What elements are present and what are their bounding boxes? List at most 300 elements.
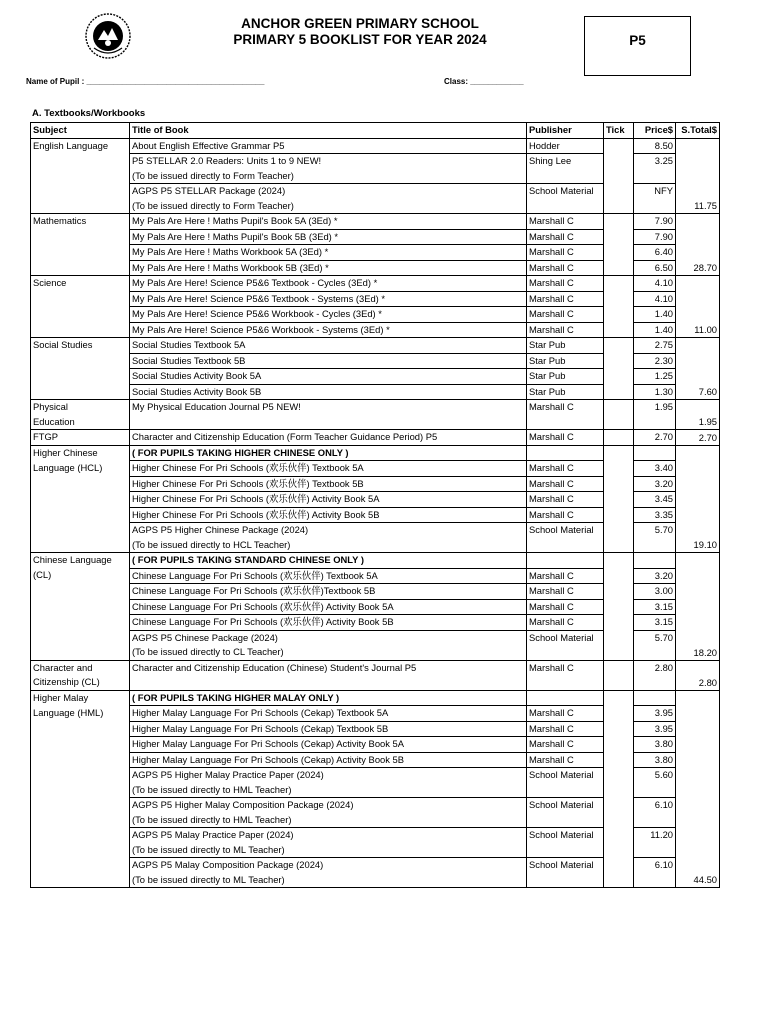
price-cell <box>634 445 676 461</box>
subject-cell <box>31 353 130 369</box>
tick-box[interactable] <box>604 384 634 400</box>
book-title-cell: (To be issued directly to HML Teacher) <box>130 783 527 798</box>
book-title-cell: Higher Chinese For Pri Schools (欢乐伙伴) Activity Book 5B <box>130 507 527 523</box>
book-title-cell: My Pals Are Here ! Maths Workbook 5A (3Ed) * <box>130 245 527 261</box>
book-title-cell: Social Studies Activity Book 5B <box>130 384 527 400</box>
subject-cell: Education <box>31 415 130 430</box>
book-title-cell: AGPS P5 STELLAR Package (2024) <box>130 184 527 199</box>
tick-box[interactable] <box>604 538 634 553</box>
price-cell: 6.40 <box>634 245 676 261</box>
publisher-cell: Marshall C <box>527 291 604 307</box>
book-row <box>31 630 720 645</box>
book-row <box>31 615 720 631</box>
book-title-cell: Chinese Language For Pri Schools (欢乐伙伴)Textbook 5B <box>130 584 527 600</box>
subtotal-cell <box>676 184 720 199</box>
book-title-cell: Chinese Language For Pri Schools (欢乐伙伴) Textbook 5A <box>130 568 527 584</box>
price-cell <box>634 538 676 553</box>
publisher-cell <box>527 813 604 828</box>
book-title-cell: Chinese Language For Pri Schools (欢乐伙伴) Activity Book 5A <box>130 599 527 615</box>
tick-box[interactable] <box>604 291 634 307</box>
booklist-title: PRIMARY 5 BOOKLIST FOR YEAR 2024 <box>233 32 487 47</box>
book-title-cell: (To be issued directly to Form Teacher) <box>130 199 527 214</box>
book-title-cell: AGPS P5 Higher Chinese Package (2024) <box>130 523 527 538</box>
book-row <box>31 461 720 477</box>
book-row <box>31 492 720 508</box>
book-title-cell: AGPS P5 Malay Practice Paper (2024) <box>130 828 527 843</box>
subtotal-cell <box>676 584 720 600</box>
subject-cell <box>31 843 130 858</box>
subject-cell <box>31 322 130 338</box>
publisher-cell: School Material <box>527 828 604 843</box>
subject-cell <box>31 492 130 508</box>
subject-cell <box>31 260 130 276</box>
subtotal-cell <box>676 276 720 292</box>
subtotal-cell <box>676 752 720 768</box>
price-cell: 3.80 <box>634 752 676 768</box>
col-header-publisher: Publisher <box>527 123 604 139</box>
price-cell <box>634 415 676 430</box>
book-row <box>31 843 720 858</box>
subtotal-cell <box>676 307 720 323</box>
subject-cell <box>31 599 130 615</box>
price-cell: 5.70 <box>634 523 676 538</box>
subtotal-cell: 11.75 <box>676 199 720 214</box>
publisher-cell: Marshall C <box>527 568 604 584</box>
book-row <box>31 154 720 169</box>
book-row <box>31 476 720 492</box>
tick-box[interactable] <box>604 276 634 292</box>
book-title-cell: AGPS P5 Higher Malay Composition Package (2024) <box>130 798 527 813</box>
publisher-cell <box>527 873 604 888</box>
tick-box[interactable] <box>604 445 634 461</box>
publisher-cell <box>527 538 604 553</box>
tick-box[interactable] <box>604 553 634 569</box>
publisher-cell <box>527 169 604 184</box>
book-title-cell: (To be issued directly to HML Teacher) <box>130 813 527 828</box>
book-row <box>31 645 720 660</box>
subject-cell: (CL) <box>31 568 130 584</box>
subtotal-cell <box>676 660 720 675</box>
tick-box[interactable] <box>604 245 634 261</box>
book-title-cell: Character and Citizenship Education (Chinese) Student's Journal P5 <box>130 660 527 675</box>
price-cell: 3.40 <box>634 461 676 477</box>
tick-box[interactable] <box>604 353 634 369</box>
book-row <box>31 798 720 813</box>
subtotal-cell <box>676 245 720 261</box>
tick-box[interactable] <box>604 260 634 276</box>
price-cell: 6.50 <box>634 260 676 276</box>
subject-cell <box>31 169 130 184</box>
price-cell: 3.35 <box>634 507 676 523</box>
book-title-cell: Higher Malay Language For Pri Schools (Cekap) Activity Book 5A <box>130 737 527 753</box>
book-row <box>31 690 720 706</box>
book-title-cell <box>130 675 527 690</box>
book-title-cell: AGPS P5 Malay Composition Package (2024) <box>130 858 527 873</box>
tick-box[interactable] <box>604 415 634 430</box>
subtotal-cell <box>676 169 720 184</box>
publisher-cell: Shing Lee <box>527 154 604 169</box>
tick-box[interactable] <box>604 690 634 706</box>
subject-cell <box>31 783 130 798</box>
booklist-table <box>30 122 720 888</box>
subject-cell: Chinese Language <box>31 553 130 569</box>
subtotal-cell <box>676 445 720 461</box>
tick-box[interactable] <box>604 813 634 828</box>
book-row <box>31 553 720 569</box>
tick-box[interactable] <box>604 706 634 722</box>
book-title-cell: My Pals Are Here ! Maths Pupil's Book 5A (3Ed) * <box>130 214 527 230</box>
book-row <box>31 245 720 261</box>
price-cell: 1.40 <box>634 322 676 338</box>
subject-cell <box>31 369 130 385</box>
subject-cell: FTGP <box>31 430 130 446</box>
subject-cell <box>31 752 130 768</box>
book-title-cell: Social Studies Textbook 5A <box>130 338 527 354</box>
book-row <box>31 584 720 600</box>
publisher-cell <box>527 675 604 690</box>
subtotal-cell <box>676 523 720 538</box>
book-row <box>31 415 720 430</box>
price-cell: 11.20 <box>634 828 676 843</box>
subject-cell: Citizenship (CL) <box>31 675 130 690</box>
book-title-cell <box>130 415 527 430</box>
publisher-cell <box>527 690 604 706</box>
subject-cell <box>31 828 130 843</box>
book-title-cell: My Pals Are Here! Science P5&6 Textbook - Cycles (3Ed) * <box>130 276 527 292</box>
publisher-cell: Star Pub <box>527 369 604 385</box>
tick-box[interactable] <box>604 858 634 873</box>
subject-cell: Higher Malay <box>31 690 130 706</box>
book-row <box>31 783 720 798</box>
tick-box[interactable] <box>604 737 634 753</box>
tick-box[interactable] <box>604 307 634 323</box>
subject-cell <box>31 873 130 888</box>
subject-cell <box>31 154 130 169</box>
book-row <box>31 169 720 184</box>
publisher-cell <box>527 415 604 430</box>
subtotal-cell <box>676 768 720 783</box>
book-title-cell: My Physical Education Journal P5 NEW! <box>130 400 527 415</box>
book-row <box>31 873 720 888</box>
subject-cell <box>31 737 130 753</box>
subtotal-cell <box>676 492 720 508</box>
publisher-cell: Marshall C <box>527 400 604 415</box>
school-name: ANCHOR GREEN PRIMARY SCHOOL <box>241 16 479 31</box>
col-header-price: Price$ <box>634 123 676 139</box>
book-row <box>31 260 720 276</box>
book-row <box>31 138 720 154</box>
tick-box[interactable] <box>604 400 634 415</box>
price-cell: 8.50 <box>634 138 676 154</box>
publisher-cell <box>527 843 604 858</box>
col-header-title: Title of Book <box>130 123 527 139</box>
price-cell: 5.70 <box>634 630 676 645</box>
subtotal-cell: 2.70 <box>676 430 720 446</box>
subtotal-cell: 2.80 <box>676 675 720 690</box>
subject-cell: Language (HML) <box>31 706 130 722</box>
section-title: A. Textbooks/Workbooks <box>32 108 146 119</box>
publisher-cell: Marshall C <box>527 599 604 615</box>
book-title-cell: My Pals Are Here! Science P5&6 Workbook - Cycles (3Ed) * <box>130 307 527 323</box>
subject-cell <box>31 384 130 400</box>
subject-cell <box>31 645 130 660</box>
book-title-cell: AGPS P5 Chinese Package (2024) <box>130 630 527 645</box>
publisher-cell: Marshall C <box>527 214 604 230</box>
col-header-tick: Tick <box>604 123 634 139</box>
book-row <box>31 400 720 415</box>
subtotal-cell: 11.00 <box>676 322 720 338</box>
price-cell: 1.95 <box>634 400 676 415</box>
publisher-cell <box>527 783 604 798</box>
subtotal-cell <box>676 843 720 858</box>
tick-box[interactable] <box>604 507 634 523</box>
publisher-cell <box>527 199 604 214</box>
subject-cell <box>31 507 130 523</box>
book-row <box>31 706 720 722</box>
book-title-cell: Social Studies Textbook 5B <box>130 353 527 369</box>
tick-box[interactable] <box>604 783 634 798</box>
book-row <box>31 291 720 307</box>
pupil-name-field[interactable]: Name of Pupil : ________________________________________ <box>26 77 265 86</box>
publisher-cell: Marshall C <box>527 322 604 338</box>
book-row <box>31 276 720 292</box>
publisher-cell: Marshall C <box>527 721 604 737</box>
book-title-cell: Higher Malay Language For Pri Schools (Cekap) Activity Book 5B <box>130 752 527 768</box>
book-title-cell: Higher Chinese For Pri Schools (欢乐伙伴) Textbook 5A <box>130 461 527 477</box>
subtotal-cell <box>676 214 720 230</box>
tick-box[interactable] <box>604 430 634 446</box>
tick-box[interactable] <box>604 184 634 199</box>
book-row <box>31 768 720 783</box>
subject-cell <box>31 813 130 828</box>
tick-box[interactable] <box>604 768 634 783</box>
tick-box[interactable] <box>604 660 634 675</box>
price-cell: 2.80 <box>634 660 676 675</box>
subtotal-cell <box>676 507 720 523</box>
book-title-cell: ( FOR PUPILS TAKING HIGHER MALAY ONLY ) <box>130 690 527 706</box>
price-cell: 6.10 <box>634 798 676 813</box>
book-title-cell: (To be issued directly to CL Teacher) <box>130 645 527 660</box>
tick-box[interactable] <box>604 843 634 858</box>
tick-box[interactable] <box>604 322 634 338</box>
price-cell: 2.70 <box>634 430 676 446</box>
price-cell: 7.90 <box>634 214 676 230</box>
book-row <box>31 523 720 538</box>
price-cell <box>634 813 676 828</box>
price-cell: 1.25 <box>634 369 676 385</box>
book-row <box>31 752 720 768</box>
book-title-cell: Higher Malay Language For Pri Schools (Cekap) Textbook 5A <box>130 706 527 722</box>
subtotal-cell <box>676 353 720 369</box>
subject-cell <box>31 768 130 783</box>
price-cell <box>634 199 676 214</box>
publisher-cell: Marshall C <box>527 260 604 276</box>
tick-box[interactable] <box>604 214 634 230</box>
book-row <box>31 721 720 737</box>
tick-box[interactable] <box>604 229 634 245</box>
publisher-cell <box>527 553 604 569</box>
subject-cell <box>31 798 130 813</box>
tick-box[interactable] <box>604 752 634 768</box>
book-title-cell: ( FOR PUPILS TAKING STANDARD CHINESE ONLY ) <box>130 553 527 569</box>
tick-box[interactable] <box>604 630 634 645</box>
publisher-cell: Marshall C <box>527 584 604 600</box>
publisher-cell: Marshall C <box>527 706 604 722</box>
book-row <box>31 445 720 461</box>
book-row <box>31 338 720 354</box>
price-cell <box>634 553 676 569</box>
tick-box[interactable] <box>604 798 634 813</box>
subject-cell: Mathematics <box>31 214 130 230</box>
subtotal-cell <box>676 229 720 245</box>
price-cell: 3.95 <box>634 706 676 722</box>
publisher-cell <box>527 445 604 461</box>
subject-cell: Character and <box>31 660 130 675</box>
book-title-cell: (To be issued directly to ML Teacher) <box>130 843 527 858</box>
book-row <box>31 538 720 553</box>
tick-box[interactable] <box>604 154 634 169</box>
book-title-cell: My Pals Are Here! Science P5&6 Workbook - Systems (3Ed) * <box>130 322 527 338</box>
price-cell: 4.10 <box>634 276 676 292</box>
publisher-cell: Marshall C <box>527 245 604 261</box>
subject-cell <box>31 291 130 307</box>
price-cell: 3.95 <box>634 721 676 737</box>
col-header-subject: Subject <box>31 123 130 139</box>
publisher-cell: Marshall C <box>527 229 604 245</box>
book-title-cell: (To be issued directly to HCL Teacher) <box>130 538 527 553</box>
book-title-cell: Higher Malay Language For Pri Schools (Cekap) Textbook 5B <box>130 721 527 737</box>
book-title-cell: Character and Citizenship Education (Form Teacher Guidance Period) P5 <box>130 430 527 446</box>
tick-box[interactable] <box>604 523 634 538</box>
book-row <box>31 199 720 214</box>
price-cell: 2.30 <box>634 353 676 369</box>
tick-box[interactable] <box>604 338 634 354</box>
tick-box[interactable] <box>604 169 634 184</box>
subject-cell <box>31 523 130 538</box>
tick-box[interactable] <box>604 615 634 631</box>
subtotal-cell <box>676 706 720 722</box>
price-cell: 2.75 <box>634 338 676 354</box>
subtotal-cell: 19.10 <box>676 538 720 553</box>
price-cell: 3.20 <box>634 568 676 584</box>
subject-cell: Physical <box>31 400 130 415</box>
publisher-cell: Marshall C <box>527 461 604 477</box>
subject-cell <box>31 184 130 199</box>
price-cell <box>634 169 676 184</box>
book-row <box>31 568 720 584</box>
book-row <box>31 384 720 400</box>
publisher-cell: Star Pub <box>527 338 604 354</box>
price-cell <box>634 675 676 690</box>
tick-box[interactable] <box>604 369 634 385</box>
publisher-cell: Marshall C <box>527 492 604 508</box>
book-row <box>31 430 720 446</box>
subtotal-cell <box>676 798 720 813</box>
publisher-cell: School Material <box>527 768 604 783</box>
book-row <box>31 307 720 323</box>
price-cell <box>634 783 676 798</box>
book-title-cell: (To be issued directly to ML Teacher) <box>130 873 527 888</box>
tick-box[interactable] <box>604 599 634 615</box>
tick-box[interactable] <box>604 199 634 214</box>
tick-box[interactable] <box>604 138 634 154</box>
subtotal-cell <box>676 291 720 307</box>
tick-box[interactable] <box>604 873 634 888</box>
tick-box[interactable] <box>604 461 634 477</box>
subtotal-cell <box>676 369 720 385</box>
price-cell: 3.00 <box>634 584 676 600</box>
publisher-cell: School Material <box>527 798 604 813</box>
book-row <box>31 353 720 369</box>
book-title-cell: My Pals Are Here! Science P5&6 Textbook - Systems (3Ed) * <box>130 291 527 307</box>
book-title-cell: Higher Chinese For Pri Schools (欢乐伙伴) Textbook 5B <box>130 476 527 492</box>
book-row <box>31 675 720 690</box>
book-row <box>31 369 720 385</box>
subject-cell <box>31 307 130 323</box>
price-cell <box>634 645 676 660</box>
subject-cell: Social Studies <box>31 338 130 354</box>
book-title-cell: Social Studies Activity Book 5A <box>130 369 527 385</box>
subtotal-cell <box>676 338 720 354</box>
price-cell: 3.80 <box>634 737 676 753</box>
publisher-cell: Star Pub <box>527 384 604 400</box>
subtotal-cell <box>676 630 720 645</box>
subject-cell <box>31 476 130 492</box>
price-cell: 3.25 <box>634 154 676 169</box>
publisher-cell: Hodder <box>527 138 604 154</box>
tick-box[interactable] <box>604 492 634 508</box>
book-row <box>31 214 720 230</box>
subtotal-cell <box>676 813 720 828</box>
booklist-body <box>31 138 720 888</box>
book-row <box>31 507 720 523</box>
book-row <box>31 229 720 245</box>
tick-box[interactable] <box>604 721 634 737</box>
subject-cell <box>31 245 130 261</box>
subject-cell <box>31 858 130 873</box>
school-crest-logo <box>84 12 132 60</box>
subject-cell: Language (HCL) <box>31 461 130 477</box>
book-title-cell: P5 STELLAR 2.0 Readers: Units 1 to 9 NEW! <box>130 154 527 169</box>
subtotal-cell <box>676 400 720 415</box>
subject-cell <box>31 630 130 645</box>
col-header-subtotal: S.Total$ <box>676 123 720 139</box>
subtotal-cell <box>676 599 720 615</box>
tick-box[interactable] <box>604 645 634 660</box>
subject-cell <box>31 584 130 600</box>
price-cell: 3.45 <box>634 492 676 508</box>
publisher-cell: Marshall C <box>527 507 604 523</box>
subject-cell <box>31 721 130 737</box>
subtotal-cell <box>676 154 720 169</box>
price-cell <box>634 843 676 858</box>
price-cell: 3.15 <box>634 615 676 631</box>
publisher-cell: School Material <box>527 630 604 645</box>
price-cell: 3.20 <box>634 476 676 492</box>
class-field[interactable]: Class: ____________ <box>444 77 524 86</box>
tick-box[interactable] <box>604 584 634 600</box>
price-cell: 3.15 <box>634 599 676 615</box>
subtotal-cell: 7.60 <box>676 384 720 400</box>
tick-box[interactable] <box>604 828 634 843</box>
subtotal-cell <box>676 138 720 154</box>
tick-box[interactable] <box>604 476 634 492</box>
subject-cell: Science <box>31 276 130 292</box>
book-row <box>31 828 720 843</box>
tick-box[interactable] <box>604 675 634 690</box>
tick-box[interactable] <box>604 568 634 584</box>
subtotal-cell <box>676 476 720 492</box>
